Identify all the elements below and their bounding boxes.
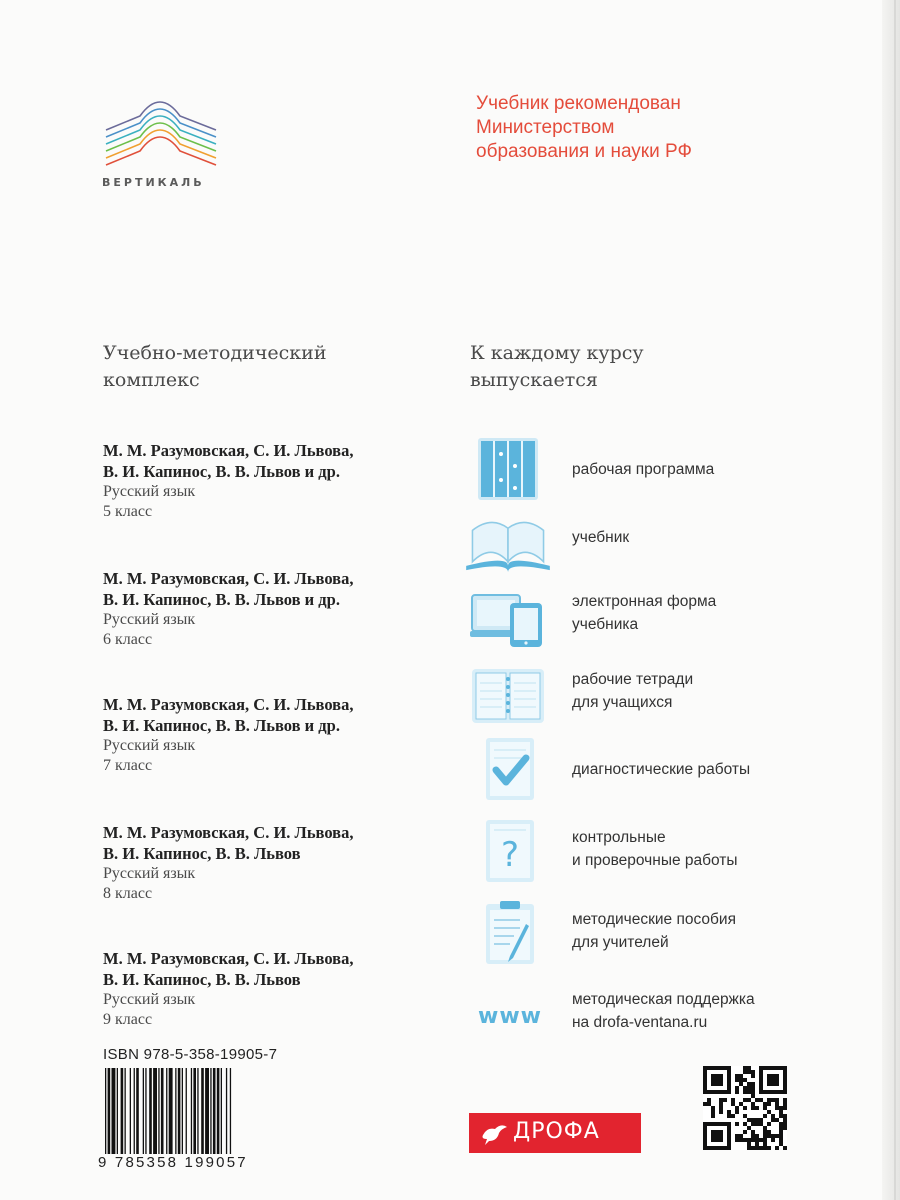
material-label bbox=[572, 758, 750, 781]
book-entry-5 bbox=[103, 440, 433, 522]
devices-icon bbox=[470, 586, 548, 652]
vertikal-logo bbox=[100, 98, 225, 189]
material-eform bbox=[470, 586, 790, 656]
question-icon bbox=[470, 818, 548, 884]
page-edge bbox=[882, 0, 900, 1200]
material-program bbox=[470, 436, 790, 506]
material-online-support bbox=[470, 982, 790, 1052]
heading-line: Учебно-методический bbox=[103, 342, 327, 364]
checkmark-icon bbox=[470, 736, 548, 802]
material-label-line: электронная форма bbox=[572, 593, 717, 610]
book-subject: Русский язык bbox=[103, 737, 196, 754]
book-grade: 5 класс bbox=[103, 503, 153, 520]
material-label-line: контрольные bbox=[572, 829, 666, 846]
publisher-logo bbox=[469, 1113, 641, 1153]
material-label bbox=[572, 458, 714, 481]
materials-heading bbox=[470, 340, 644, 394]
recommendation-line: Учебник рекомендован bbox=[476, 93, 681, 114]
book-entry-6 bbox=[103, 568, 433, 650]
rainbow-roof-icon bbox=[100, 98, 222, 170]
svg-text:www: www bbox=[478, 1004, 542, 1029]
material-label-line: методические пособия bbox=[572, 911, 736, 928]
material-label-line: для учителей bbox=[572, 934, 669, 951]
recommendation-line: Министерством bbox=[476, 117, 615, 138]
book-subject: Русский язык bbox=[103, 611, 196, 628]
book-authors: В. И. Капинос, В. В. Львов и др. bbox=[103, 590, 340, 609]
heading-line: комплекс bbox=[103, 369, 200, 391]
book-authors: В. И. Капинос, В. В. Львов и др. bbox=[103, 462, 340, 481]
material-label-line: учебника bbox=[572, 616, 639, 633]
material-label-line: методическая поддержка bbox=[572, 991, 755, 1008]
book-authors: М. М. Разумовская, С. И. Львова, bbox=[103, 695, 354, 714]
material-tests bbox=[470, 818, 790, 888]
material-label-line: и проверочные работы bbox=[572, 852, 738, 869]
material-diagnostic bbox=[470, 736, 790, 806]
book-entry-9 bbox=[103, 948, 433, 1030]
complex-heading bbox=[103, 340, 326, 394]
material-label-line: рабочая программа bbox=[572, 461, 715, 478]
barcode-number: 9 785358 199057 bbox=[98, 1154, 248, 1171]
material-label-line: для учащихся bbox=[572, 694, 673, 711]
material-label bbox=[572, 826, 738, 872]
book-grade: 8 класс bbox=[103, 885, 153, 902]
material-label bbox=[572, 988, 755, 1034]
book-subject: Русский язык bbox=[103, 865, 196, 882]
book-subject: Русский язык bbox=[103, 483, 196, 500]
book-grade: 6 класс bbox=[103, 631, 153, 648]
isbn-text: ISBN 978-5-358-19905-7 bbox=[103, 1046, 278, 1063]
barcode-icon bbox=[103, 1068, 285, 1154]
book-authors: В. И. Капинос, В. В. Львов bbox=[103, 970, 301, 989]
book-entry-7 bbox=[103, 694, 433, 776]
material-label bbox=[572, 908, 736, 954]
book-authors: М. М. Разумовская, С. И. Львова, bbox=[103, 569, 354, 588]
www-icon bbox=[470, 982, 548, 1048]
material-label-line: диагностические работы bbox=[572, 761, 751, 778]
svg-text:?: ? bbox=[500, 835, 520, 875]
heading-line: К каждому курсу bbox=[470, 342, 644, 364]
material-label bbox=[572, 526, 629, 549]
material-textbook bbox=[470, 512, 790, 582]
book-entry-8 bbox=[103, 822, 433, 904]
clipboard-icon bbox=[470, 900, 548, 966]
bird-icon bbox=[475, 1113, 515, 1153]
notebook-icon bbox=[470, 664, 548, 730]
book-authors: М. М. Разумовская, С. И. Львова, bbox=[103, 823, 354, 842]
page-edge-line bbox=[894, 0, 896, 1200]
program-icon bbox=[470, 436, 548, 502]
publisher-name: ДРОФА bbox=[513, 1119, 600, 1144]
logo-text: ВЕРТИКАЛЬ bbox=[102, 176, 205, 189]
heading-line: выпускается bbox=[470, 369, 598, 391]
book-grade: 7 класс bbox=[103, 757, 153, 774]
book-grade: 9 класс bbox=[103, 1011, 153, 1028]
material-teacher-guides bbox=[470, 900, 790, 970]
recommendation-line: образования и науки РФ bbox=[476, 141, 692, 162]
book-authors: В. И. Капинос, В. В. Львов bbox=[103, 844, 301, 863]
book-authors: М. М. Разумовская, С. И. Львова, bbox=[103, 949, 354, 968]
material-label bbox=[572, 668, 693, 714]
qr-code-icon bbox=[703, 1066, 787, 1150]
book-subject: Русский язык bbox=[103, 991, 196, 1008]
material-label-line: рабочие тетради bbox=[572, 671, 694, 688]
recommendation-text bbox=[476, 92, 736, 164]
material-label bbox=[572, 590, 716, 636]
material-label-line: на drofa-ventana.ru bbox=[572, 1014, 708, 1031]
material-workbooks bbox=[470, 664, 790, 734]
material-label-line: учебник bbox=[572, 529, 630, 546]
book-authors: М. М. Разумовская, С. И. Львова, bbox=[103, 441, 354, 460]
book-authors: В. И. Капинос, В. В. Львов и др. bbox=[103, 716, 340, 735]
textbook-icon bbox=[462, 512, 554, 578]
